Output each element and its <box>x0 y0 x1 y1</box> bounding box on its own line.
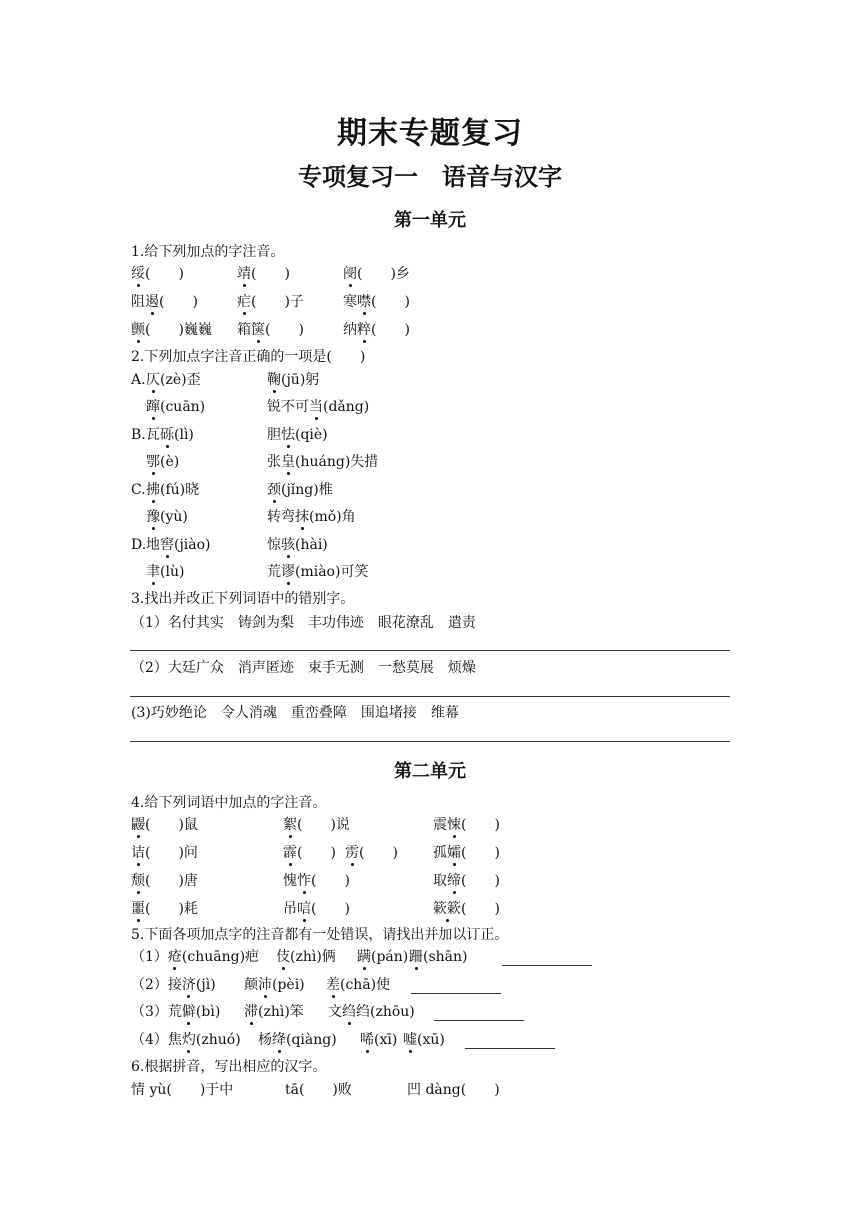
dotted-character: 疮 <box>167 949 182 965</box>
dotted-character: 鼹 <box>131 817 145 833</box>
item-rest: ( ) <box>359 845 398 861</box>
item-rest: ( ) <box>145 266 184 282</box>
dotted-character: 悚 <box>447 817 461 833</box>
q5-prompt: 5.下面各项加点字的注音都有一处错误，请找出并加以订正。 <box>131 927 509 943</box>
item-prefix: 文 <box>328 1004 342 1020</box>
item-rest: ( ) <box>461 817 500 833</box>
dotted-character: 绛 <box>272 1032 286 1048</box>
item-rest: ( )子 <box>251 294 304 310</box>
q3-line-1: （1）名付其实 铸剑为梨 丰功伟迹 眼花潦乱 遣责 <box>131 615 476 631</box>
option-label: B. <box>131 427 146 443</box>
dotted-character: 沛 <box>258 977 272 993</box>
dotted-character: 窖 <box>160 537 174 553</box>
q5-word <box>276 948 336 966</box>
dotted-character: 蹿 <box>146 399 160 415</box>
item-prefix: 愧 <box>283 873 297 889</box>
q4-item <box>433 844 500 862</box>
q6-item-2: tā( )败 <box>285 1082 352 1098</box>
page-title: 期末专题复习 <box>337 116 523 151</box>
dotted-character: 诘 <box>131 845 145 861</box>
item-rest: ( ) <box>251 266 290 282</box>
dotted-character: 聿 <box>146 564 160 580</box>
q1-item <box>343 265 410 283</box>
item-rest: ( )鼠 <box>145 817 198 833</box>
q5-word <box>131 948 259 966</box>
dotted-character: 遏 <box>145 294 159 310</box>
dotted-character: 滞 <box>244 1004 258 1020</box>
dotted-character: 抹 <box>295 509 309 525</box>
item-rest: ( ) <box>461 901 500 917</box>
dotted-character: 蹒 <box>357 949 371 965</box>
item-prefix: （1） <box>131 949 168 965</box>
item-rest: (chuāng)疤 <box>181 949 260 965</box>
q5-word <box>360 1031 397 1049</box>
item-rest: (shān) <box>423 949 468 965</box>
item-prefix: 锐不可 <box>267 399 309 415</box>
item-rest: (xū) <box>417 1032 445 1048</box>
item-rest: (pèi) <box>272 977 305 993</box>
item-prefix: （2）接 <box>131 977 182 993</box>
dotted-character: 疟 <box>237 294 251 310</box>
dotted-character: 噩 <box>131 901 145 917</box>
dotted-character: 噤 <box>357 294 371 310</box>
item-prefix: 孤 <box>433 845 447 861</box>
item-rest: (fú)晓 <box>160 482 200 498</box>
q1-item <box>237 321 304 339</box>
q1-item <box>131 321 212 339</box>
dotted-character: 缔 <box>447 873 461 889</box>
dotted-character: 豫 <box>146 509 160 525</box>
q5-word <box>409 948 468 966</box>
q5-word <box>328 1003 415 1021</box>
option-word <box>267 536 328 554</box>
dotted-character: 仄 <box>146 372 160 388</box>
q5-word <box>403 1031 445 1049</box>
item-rest: ( )乡 <box>357 266 410 282</box>
item-prefix: 瓦 <box>146 427 160 443</box>
dotted-character: 砾 <box>160 427 174 443</box>
dotted-character: 雳 <box>345 845 359 861</box>
answer-line <box>130 650 730 651</box>
dotted-character: 差 <box>326 977 340 993</box>
item-prefix: 阻 <box>131 294 145 310</box>
q1-item <box>237 265 290 283</box>
item-rest: ( ) <box>265 322 304 338</box>
item-rest: (qiàng) <box>286 1032 337 1048</box>
item-rest: (yù) <box>160 509 188 525</box>
dotted-character: 鞠 <box>267 372 281 388</box>
q5-word <box>244 976 305 994</box>
item-rest: ( )问 <box>145 845 198 861</box>
item-rest: ( ) <box>461 873 500 889</box>
q4-item <box>283 900 350 918</box>
item-rest: (xī) <box>374 1032 398 1048</box>
option-label: A. <box>131 372 146 388</box>
dotted-character: 绥 <box>131 266 145 282</box>
dotted-character: 霹 <box>283 845 297 861</box>
item-prefix: 惊 <box>267 537 281 553</box>
item-rest: ( ) <box>371 294 410 310</box>
answer-blank <box>434 1020 524 1021</box>
item-prefix: 寒 <box>343 294 357 310</box>
item-prefix: 纳 <box>343 322 357 338</box>
item-rest: (lù) <box>160 564 185 580</box>
item-rest: (zhì)笨 <box>258 1004 304 1020</box>
item-prefix: 取 <box>433 873 447 889</box>
q1-prompt: 1.给下列加点的字注音。 <box>131 244 285 260</box>
item-rest: ( ) <box>371 322 410 338</box>
item-prefix: 杨 <box>258 1032 272 1048</box>
item-prefix: 转弯 <box>267 509 295 525</box>
option-word <box>146 398 205 416</box>
item-rest: (zhì)俩 <box>290 949 336 965</box>
dotted-character: 颈 <box>267 482 281 498</box>
dotted-character: 济 <box>181 977 196 993</box>
q5-word <box>357 948 408 966</box>
item-rest: (è) <box>160 454 180 470</box>
item-prefix: 张 <box>267 454 281 470</box>
q3-prompt: 3.找出并改正下列词语中的错别字。 <box>131 591 355 607</box>
item-rest: ( )说 <box>297 817 350 833</box>
option-word <box>267 398 369 416</box>
item-rest: 绉(zhōu) <box>356 1004 415 1020</box>
q4-item <box>433 872 500 890</box>
dotted-character: 谬 <box>281 564 295 580</box>
dotted-character: 拂 <box>146 482 160 498</box>
item-prefix: 箱 <box>237 322 251 338</box>
q2-prompt: 2.下列加点字注音正确的一项是( ) <box>131 349 366 365</box>
dotted-character: 怍 <box>297 873 311 889</box>
item-rest: (pán) <box>371 949 409 965</box>
dotted-character: 鄂 <box>146 454 160 470</box>
item-prefix: 震 <box>433 817 447 833</box>
item-rest: ( ) <box>297 845 336 861</box>
dotted-character: 箧 <box>251 322 265 338</box>
q4-item <box>283 872 350 890</box>
q4-item <box>433 900 500 918</box>
q1-item <box>131 265 184 283</box>
option-label: C. <box>131 482 146 498</box>
dotted-character: 唁 <box>297 901 311 917</box>
item-rest: (dǎng) <box>323 399 370 415</box>
item-rest: (lì) <box>174 427 194 443</box>
item-rest: ( ) <box>311 873 350 889</box>
dotted-character: 灼 <box>181 1032 196 1048</box>
q1-item <box>343 321 410 339</box>
dotted-character: 颓 <box>131 873 145 889</box>
unit1-heading: 第一单元 <box>394 210 466 231</box>
q3-line-2: （2）大廷广众 消声匿迹 束手无测 一愁莫展 烦燥 <box>131 660 476 676</box>
item-rest: ( )耗 <box>145 901 198 917</box>
q4-item <box>283 844 336 862</box>
dotted-character: 唏 <box>360 1032 374 1048</box>
dotted-character: 粹 <box>357 322 371 338</box>
option-word <box>146 481 199 499</box>
answer-line <box>130 696 730 697</box>
option-word <box>146 371 201 389</box>
q4-prompt: 4.给下列词语中加点的字注音。 <box>131 795 327 811</box>
item-rest: (bì) <box>195 1004 221 1020</box>
item-rest: (zhuó) <box>195 1032 241 1048</box>
dotted-character: 皇 <box>281 454 295 470</box>
item-rest: (jǐng)椎 <box>281 482 333 498</box>
item-rest: (zè)歪 <box>160 372 201 388</box>
option-word <box>146 508 188 526</box>
option-word <box>267 481 333 499</box>
q1-item <box>131 293 198 311</box>
option-word <box>267 563 368 581</box>
item-rest: ( ) <box>311 901 350 917</box>
q4-item <box>345 844 398 862</box>
q1-item <box>237 293 304 311</box>
option-word <box>267 453 378 471</box>
item-rest: (huáng)失措 <box>295 454 379 470</box>
item-prefix: 吊 <box>283 901 297 917</box>
q4-item <box>433 816 500 834</box>
item-prefix: （3）荒 <box>131 1004 182 1020</box>
dotted-character: 当 <box>309 399 323 415</box>
answer-line <box>130 741 730 742</box>
item-rest: (mǒ)角 <box>309 509 356 525</box>
answer-blank <box>465 1048 555 1049</box>
dotted-character: 伎 <box>276 949 290 965</box>
q4-item <box>131 872 198 890</box>
q5-word <box>131 1031 241 1049</box>
q4-item <box>131 816 198 834</box>
item-prefix: （4）焦 <box>131 1032 182 1048</box>
item-rest: (qiè) <box>295 427 328 443</box>
item-prefix: 颠 <box>244 977 258 993</box>
answer-blank <box>411 993 501 994</box>
q6-item-1: 情 yù( )于中 <box>131 1082 234 1098</box>
item-rest: ( ) <box>159 294 198 310</box>
item-rest: (miào)可笑 <box>295 564 369 580</box>
item-rest: ( ) <box>461 845 500 861</box>
option-word <box>267 371 319 389</box>
q5-word <box>326 976 390 994</box>
answer-blank <box>502 965 592 966</box>
item-prefix: 荒 <box>267 564 281 580</box>
q5-word <box>131 976 216 994</box>
item-rest: ( )唐 <box>145 873 198 889</box>
option-word <box>146 453 179 471</box>
q6-item-3: 凹 dàng( ) <box>407 1082 500 1098</box>
q4-item <box>283 816 350 834</box>
dotted-character: 靖 <box>237 266 251 282</box>
option-word <box>146 563 184 581</box>
item-rest: (cuān) <box>160 399 206 415</box>
q5-word <box>131 1003 220 1021</box>
dotted-character: 骇 <box>281 537 295 553</box>
option-label: D. <box>131 537 147 553</box>
item-prefix: 地 <box>146 537 160 553</box>
dotted-character: 簌簌 <box>433 901 461 917</box>
dotted-character: 颤 <box>131 322 145 338</box>
page-subtitle: 专项复习一 语音与汉字 <box>298 162 562 191</box>
item-rest: (jì) <box>195 977 216 993</box>
q6-prompt: 6.根据拼音，写出相应的汉字。 <box>131 1059 327 1075</box>
item-rest: (chā)使 <box>340 977 391 993</box>
dotted-character: 僻 <box>181 1004 196 1020</box>
item-rest: (hài) <box>295 537 328 553</box>
dotted-character: 绉 <box>342 1004 356 1020</box>
option-word <box>267 426 328 444</box>
item-rest: (jiào) <box>174 537 211 553</box>
q3-line-3: (3)巧妙绝论 令人消魂 重峦叠障 围追堵接 维幕 <box>131 705 459 721</box>
q4-item <box>131 844 198 862</box>
unit2-heading: 第二单元 <box>394 761 466 782</box>
q1-item <box>343 293 410 311</box>
dotted-character: 怯 <box>281 427 295 443</box>
option-word <box>146 426 194 444</box>
dotted-character: 孀 <box>447 845 461 861</box>
option-word <box>146 536 211 554</box>
q4-item <box>131 900 198 918</box>
q5-word <box>244 1003 304 1021</box>
dotted-character: 跚 <box>409 949 423 965</box>
q5-word <box>258 1031 337 1049</box>
item-prefix: 胆 <box>267 427 281 443</box>
item-rest: ( )巍巍 <box>145 322 212 338</box>
dotted-character: 阌 <box>343 266 357 282</box>
item-rest: (jū)躬 <box>281 372 320 388</box>
dotted-character: 絮 <box>283 817 297 833</box>
option-word <box>267 508 356 526</box>
dotted-character: 嘘 <box>403 1032 417 1048</box>
